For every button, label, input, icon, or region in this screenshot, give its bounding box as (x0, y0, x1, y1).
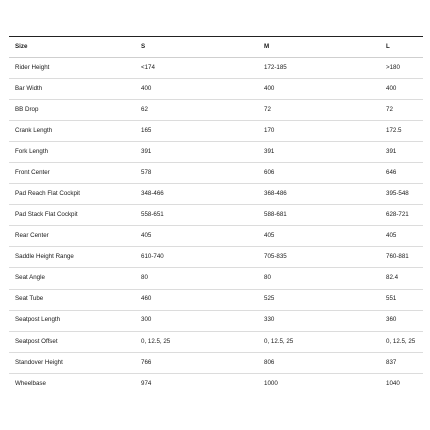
row-label: Bar Width (15, 84, 43, 92)
cell-l: 551 (386, 295, 397, 303)
row-label: Pad Stack Flat Cockpit (15, 211, 78, 219)
cell-l: 628-721 (386, 211, 409, 219)
cell-s: 610-740 (141, 253, 164, 261)
table-row (9, 121, 423, 142)
table-row (9, 205, 423, 226)
row-label: Standover Height (15, 358, 63, 366)
cell-l: 82.4 (386, 274, 399, 282)
table-row (9, 352, 423, 373)
cell-m: 391 (264, 148, 275, 156)
cell-l: 405 (386, 232, 397, 240)
table-row (9, 79, 423, 100)
cell-l: 760-881 (386, 253, 409, 261)
cell-m: 400 (264, 84, 275, 92)
cell-l: 1040 (386, 379, 400, 387)
cell-l: 837 (386, 358, 397, 366)
cell-m: 405 (264, 232, 275, 240)
table-row (9, 58, 423, 79)
cell-s: 165 (141, 127, 152, 135)
row-label: Front Center (15, 169, 50, 177)
row-label: Saddle Height Range (15, 253, 74, 261)
cell-s: 578 (141, 169, 152, 177)
cell-l: 391 (386, 148, 397, 156)
cell-m: 330 (264, 316, 275, 324)
geometry-table (9, 36, 423, 394)
row-label: Fork Length (15, 148, 49, 156)
table-row (9, 289, 423, 310)
row-label: Seat Tube (15, 295, 44, 303)
table-row (9, 142, 423, 163)
cell-s: 405 (141, 232, 152, 240)
table-row (9, 163, 423, 184)
cell-s: 391 (141, 148, 152, 156)
cell-s: 766 (141, 358, 152, 366)
cell-m: 606 (264, 169, 275, 177)
row-label: Seatpost Length (15, 316, 61, 324)
cell-m: 1000 (264, 379, 278, 387)
cell-s: <174 (141, 63, 155, 71)
cell-l: 72 (386, 106, 393, 114)
cell-m: 72 (264, 106, 271, 114)
cell-s: 348-466 (141, 190, 164, 198)
table-row (9, 184, 423, 205)
cell-s: 460 (141, 295, 152, 303)
cell-m: 0, 12.5, 25 (264, 337, 294, 345)
cell-l: 0, 12.5, 25 (386, 337, 416, 345)
table-row (9, 268, 423, 289)
cell-s: 300 (141, 316, 152, 324)
row-label: Rider Height (15, 63, 50, 71)
row-label: Rear Center (15, 232, 49, 240)
table-row (9, 331, 423, 352)
header-size-s: S (141, 42, 146, 50)
row-label: BB Drop (15, 106, 39, 114)
cell-s: 400 (141, 84, 152, 92)
table-header-row (9, 37, 423, 58)
row-label: Crank Length (15, 127, 53, 135)
cell-m: 705-835 (264, 253, 287, 261)
header-size-l: L (386, 42, 390, 50)
cell-l: 172.5 (386, 127, 402, 135)
header-size: Size (15, 42, 28, 50)
cell-s: 974 (141, 379, 152, 387)
cell-m: 80 (264, 274, 271, 282)
cell-s: 80 (141, 274, 148, 282)
cell-m: 806 (264, 358, 275, 366)
cell-m: 368-486 (264, 190, 287, 198)
table-row (9, 100, 423, 121)
row-label: Seat Angle (15, 274, 45, 282)
row-label: Wheelbase (15, 379, 46, 387)
cell-m: 172-185 (264, 63, 287, 71)
table-row (9, 247, 423, 268)
cell-m: 170 (264, 127, 275, 135)
table-row (9, 373, 423, 394)
cell-l: 646 (386, 169, 397, 177)
cell-l: 395-548 (386, 190, 409, 198)
table-row (9, 226, 423, 247)
cell-m: 525 (264, 295, 275, 303)
header-size-m: M (264, 42, 270, 50)
cell-l: 400 (386, 84, 397, 92)
table-row (9, 310, 423, 331)
cell-l: 360 (386, 316, 397, 324)
cell-s: 558-651 (141, 211, 164, 219)
cell-l: >180 (386, 63, 400, 71)
cell-s: 0, 12.5, 25 (141, 337, 171, 345)
row-label: Pad Reach Flat Cockpit (15, 190, 80, 198)
geometry-table-container (9, 36, 423, 394)
row-label: Seatpost Offset (15, 337, 58, 345)
cell-s: 62 (141, 106, 148, 114)
cell-m: 588-681 (264, 211, 287, 219)
